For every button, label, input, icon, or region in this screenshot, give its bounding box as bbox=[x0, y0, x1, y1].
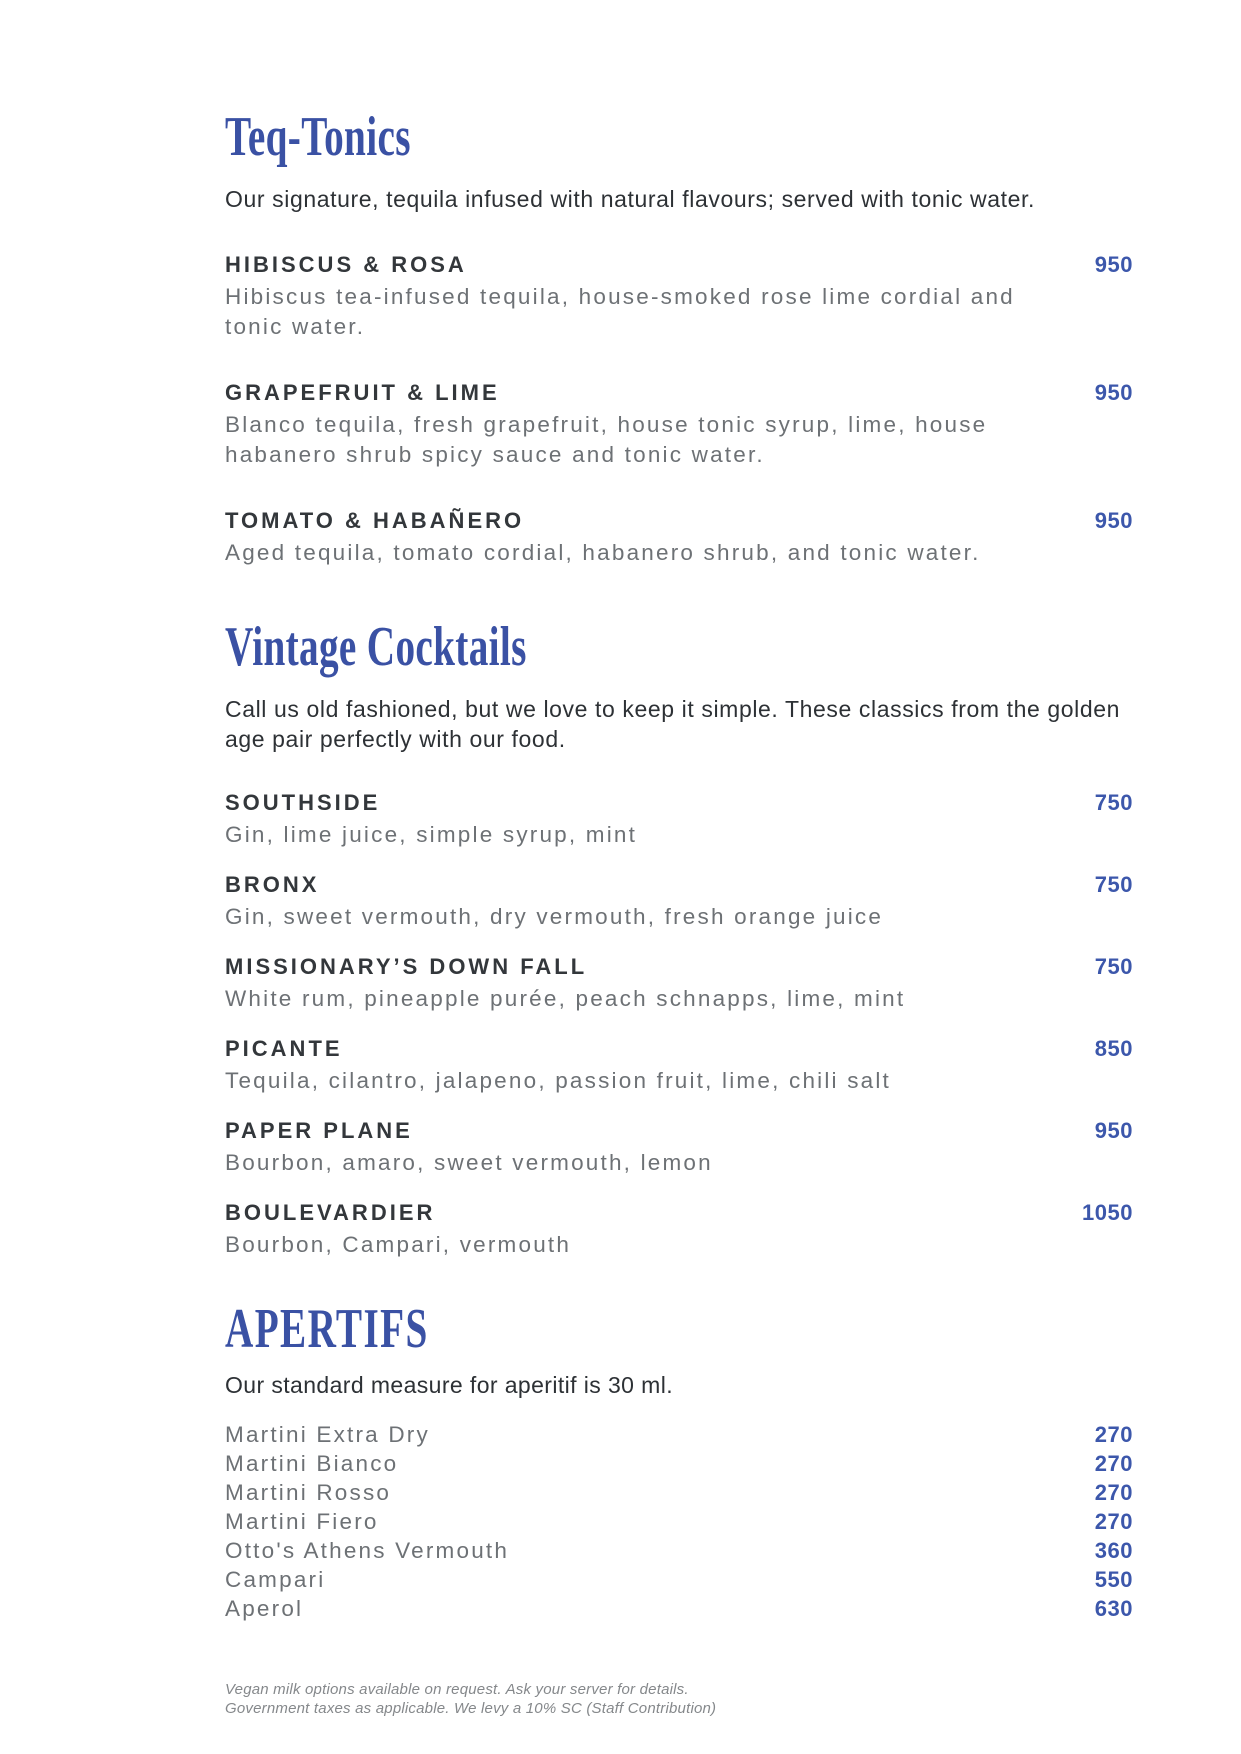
item-price: 1050 bbox=[1082, 1200, 1133, 1225]
item-row bbox=[225, 1116, 1133, 1146]
item-description: White rum, pineapple purée, peach schnapps, lime, mint bbox=[225, 986, 906, 1011]
item-description: Gin, sweet vermouth, dry vermouth, fresh orange juice bbox=[225, 904, 884, 929]
item-price: 950 bbox=[1094, 1118, 1133, 1143]
section-vintage-cocktails bbox=[225, 618, 1133, 1260]
aperitif-row-aperol bbox=[225, 1594, 1133, 1623]
menu-item-boulevardier bbox=[225, 1198, 1133, 1260]
item-name: TOMATO & HABAÑERO bbox=[225, 508, 525, 533]
aperitif-name: Otto's Athens Vermouth bbox=[225, 1538, 510, 1563]
item-description: Bourbon, Campari, vermouth bbox=[225, 1232, 572, 1257]
menu-item-missionarys-down-fall bbox=[225, 952, 1133, 1014]
menu-item-bronx bbox=[225, 870, 1133, 932]
aperitif-row-campari bbox=[225, 1565, 1133, 1594]
item-description: Hibiscus tea-infused tequila, house-smoked rose lime cordial and tonic water. bbox=[225, 284, 1015, 339]
item-price: 950 bbox=[1094, 252, 1133, 277]
section-title-apertifs: APERTIFS bbox=[225, 1298, 429, 1360]
section-teq-tonics bbox=[225, 108, 1133, 568]
section-apertifs bbox=[225, 1300, 1133, 1623]
aperitif-name: Campari bbox=[225, 1567, 326, 1592]
item-price: 950 bbox=[1094, 380, 1133, 405]
item-row bbox=[225, 788, 1133, 818]
aperitif-name: Martini Extra Dry bbox=[225, 1422, 430, 1447]
item-price: 750 bbox=[1094, 954, 1133, 979]
item-row bbox=[225, 506, 1133, 536]
item-price: 750 bbox=[1094, 790, 1133, 815]
footer-note-vegan: Vegan milk options available on request. Ask your server for details. bbox=[225, 1681, 689, 1698]
menu-page bbox=[225, 0, 1133, 1623]
aperitif-price: 270 bbox=[1094, 1451, 1133, 1476]
item-price: 850 bbox=[1094, 1036, 1133, 1061]
item-row bbox=[225, 1198, 1133, 1228]
aperitif-row-martini-extra-dry bbox=[225, 1420, 1133, 1449]
aperitif-name: Aperol bbox=[225, 1596, 304, 1621]
aperitif-price: 270 bbox=[1094, 1422, 1133, 1447]
item-description: Tequila, cilantro, jalapeno, passion fruit, lime, chili salt bbox=[225, 1068, 892, 1093]
item-name: GRAPEFRUIT & LIME bbox=[225, 380, 500, 405]
aperitif-row-martini-fiero bbox=[225, 1507, 1133, 1536]
item-description: Bourbon, amaro, sweet vermouth, lemon bbox=[225, 1150, 713, 1175]
item-name: BOULEVARDIER bbox=[225, 1200, 436, 1225]
item-name: PICANTE bbox=[225, 1036, 343, 1061]
section-intro-vintage-cocktails: Call us old fashioned, but we love to keep it simple. These classics from the golden age pair perfectly with our food. bbox=[225, 696, 1121, 752]
aperitif-list bbox=[225, 1420, 1133, 1623]
aperitif-price: 270 bbox=[1094, 1509, 1133, 1534]
aperitif-name: Martini Fiero bbox=[225, 1509, 379, 1534]
aperitif-price: 270 bbox=[1094, 1480, 1133, 1505]
item-row bbox=[225, 378, 1133, 408]
aperitif-name: Martini Bianco bbox=[225, 1451, 399, 1476]
item-row bbox=[225, 952, 1133, 982]
menu-item-paper-plane bbox=[225, 1116, 1133, 1178]
item-description: Gin, lime juice, simple syrup, mint bbox=[225, 822, 638, 847]
section-intro-apertifs: Our standard measure for aperitif is 30 ml. bbox=[225, 1372, 673, 1398]
section-intro-teq-tonics: Our signature, tequila infused with natural flavours; served with tonic water. bbox=[225, 186, 1036, 212]
item-description: Aged tequila, tomato cordial, habanero shrub, and tonic water. bbox=[225, 540, 981, 565]
item-name: BRONX bbox=[225, 872, 320, 897]
item-description: Blanco tequila, fresh grapefruit, house tonic syrup, lime, house habanero shrub spicy sauce and tonic water. bbox=[225, 412, 988, 467]
aperitif-row-martini-rosso bbox=[225, 1478, 1133, 1507]
item-name: MISSIONARY’S DOWN FALL bbox=[225, 954, 588, 979]
item-row bbox=[225, 1034, 1133, 1064]
menu-item-picante bbox=[225, 1034, 1133, 1096]
item-row bbox=[225, 870, 1133, 900]
aperitif-name: Martini Rosso bbox=[225, 1480, 392, 1505]
menu-item-hibiscus-rosa bbox=[225, 250, 1133, 342]
item-price: 950 bbox=[1094, 508, 1133, 533]
aperitif-price: 360 bbox=[1094, 1538, 1133, 1563]
footer-note-taxes: Government taxes as applicable. We levy a 10% SC (Staff Contribution) bbox=[225, 1700, 717, 1717]
item-name: HIBISCUS & ROSA bbox=[225, 252, 467, 277]
menu-item-tomato-habanero bbox=[225, 506, 1133, 568]
footer-notes bbox=[225, 1680, 716, 1718]
item-row bbox=[225, 250, 1133, 280]
menu-item-grapefruit-lime bbox=[225, 378, 1133, 470]
item-price: 750 bbox=[1094, 872, 1133, 897]
section-title-teq-tonics: Teq-Tonics bbox=[225, 106, 411, 168]
item-name: PAPER PLANE bbox=[225, 1118, 413, 1143]
aperitif-price: 630 bbox=[1094, 1596, 1133, 1621]
aperitif-row-martini-bianco bbox=[225, 1449, 1133, 1478]
section-title-vintage-cocktails: Vintage Cocktails bbox=[225, 616, 527, 678]
menu-item-southside bbox=[225, 788, 1133, 850]
aperitif-price: 550 bbox=[1094, 1567, 1133, 1592]
item-name: SOUTHSIDE bbox=[225, 790, 381, 815]
aperitif-row-ottos-athens-vermouth bbox=[225, 1536, 1133, 1565]
